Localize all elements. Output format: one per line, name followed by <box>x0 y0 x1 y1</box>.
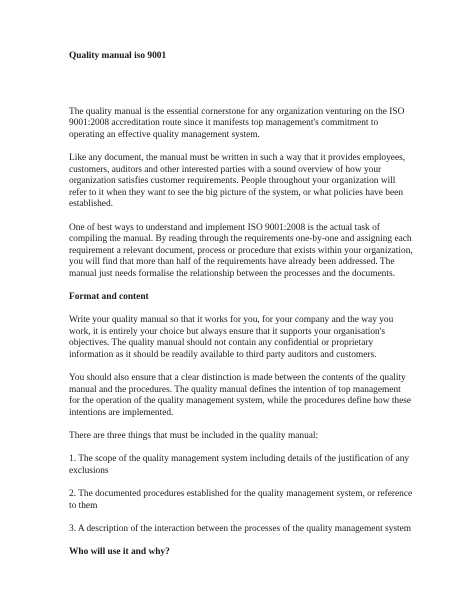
section-heading-who-uses: Who will use it and why? <box>69 547 170 558</box>
document-body <box>69 51 414 570</box>
intro-paragraph-1: The quality manual is the essential cornerstone for any organization venturing on the ISO 9001:2008 accreditation route since it manifests top management's commitment to operating an effective quality management system. <box>69 106 405 140</box>
list-item-2: 2. The documented procedures established for the quality management system, or reference to them <box>69 489 413 511</box>
section-heading-format-content: Format and content <box>69 292 149 303</box>
format-paragraph-2: You should also ensure that a clear distinction is made between the contents of the quality manual and the procedures. The quality manual defines the intention of top management for the operation of the quality management system, while the procedures define how these intentions are implemented. <box>69 373 412 419</box>
document-title: Quality manual iso 9001 <box>69 51 167 61</box>
format-paragraph-3: There are three things that must be included in the quality manual: <box>69 431 319 442</box>
list-item-1: 1. The scope of the quality management system including details of the justification of any exclusions <box>69 454 410 476</box>
intro-paragraph-2: Like any document, the manual must be written in such a way that it provides employees, customers, auditors and other interested parties with a sound overview of how your organization satisfies customer requirements. People throughout your organization will refer to it when they want to see the big picture of the system, or what policies have been established. <box>69 152 406 210</box>
format-paragraph-1: Write your quality manual so that it works for you, for your company and the way you work, it is entirely your choice but always ensure that it supports your organisation's objectives. The quality manual should not contain any confidential or proprietary information as it should be readily available to third party auditors and customers. <box>69 315 394 361</box>
list-item-3: 3. A description of the interaction between the processes of the quality management system <box>69 523 412 534</box>
intro-paragraph-3: One of best ways to understand and implement ISO 9001:2008 is the actual task of compiling the manual. By reading through the requirements one-by-one and assigning each requirement a relevant document, process or procedure that exists within your organization, you will find that more than half of the requirements have already been addressed. The manual just needs formalise the relationship between the processes and the documents. <box>69 222 413 279</box>
